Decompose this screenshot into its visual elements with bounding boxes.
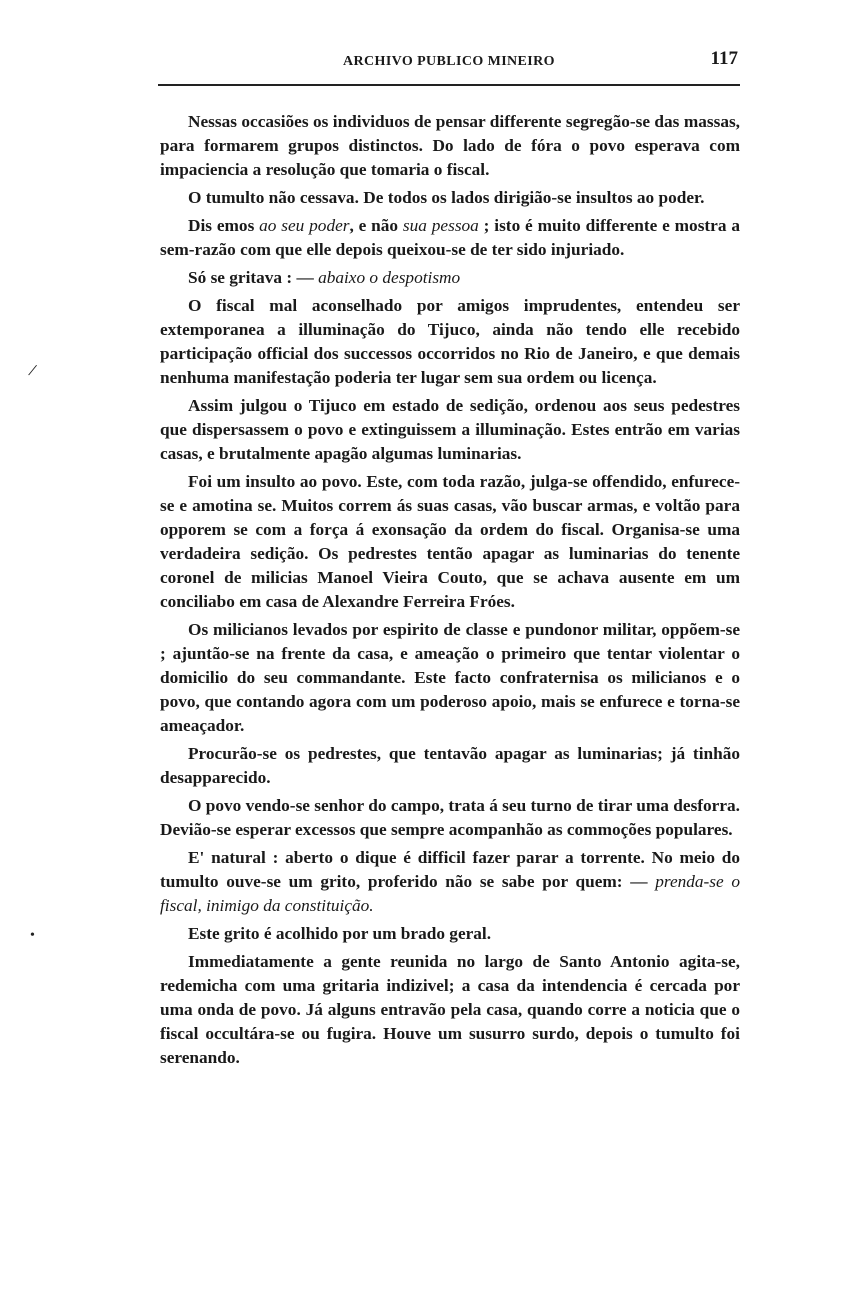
paragraph bbox=[160, 794, 740, 842]
paragraph bbox=[160, 214, 740, 262]
italic-text: abaixo o despotismo bbox=[318, 268, 461, 287]
paragraph-text: Procurão-se os pedrestes, que tentavão apagar as luminarias; já tinhão desapparecido. bbox=[160, 744, 740, 787]
paragraph-text: E' natural : aberto o dique é difficil fazer parar a torrente. No meio do tumulto ouve-se um grito, proferido não se sabe por quem: — bbox=[160, 848, 740, 891]
page-number: 117 bbox=[710, 48, 738, 69]
paragraph-text: Immediatamente a gente reunida no largo de Santo Antonio agita-se, redemicha com uma gritaria indizivel; a casa da intendencia é cercada por uma onda de povo. Já alguns entravão pela casa, quando corre a noticia que o fiscal occultára-se ou fugira. Houve um susurro surdo, depois o tumulto foi serenando. bbox=[160, 952, 740, 1067]
paragraph-text: Este grito é acolhido por um brado geral. bbox=[188, 924, 492, 943]
paragraph-text: Assim julgou o Tijuco em estado de sedição, ordenou aos seus pedestres que dispersassem o povo e extinguissem a illuminação. Estes entrão em varias casas, e brutalmente apagão algumas luminarias. bbox=[160, 396, 740, 463]
paragraph-text: Só se gritava : — bbox=[188, 268, 319, 287]
paragraph bbox=[160, 470, 740, 614]
header-rule bbox=[158, 84, 740, 86]
paragraph-text: Foi um insulto ao povo. Este, com toda razão, julga-se offendido, enfurece-se e amotina se. Muitos correm ás suas casas, vão buscar armas, e voltão para opporem se com a força á exonsação da ordem do fiscal. Organisa-se uma verdadeira sedição. Os pedrestes tentão apagar as luminarias do tenente coronel de milicias Manoel Vieira Couto, que se achava ausente em um conciliabo em casa de Alexandre Ferreira Fróes. bbox=[160, 472, 740, 611]
body-text bbox=[160, 110, 740, 1074]
paragraph bbox=[160, 950, 740, 1070]
margin-mark: / bbox=[26, 359, 39, 381]
page-header bbox=[158, 46, 740, 76]
paragraph-text: O fiscal mal aconselhado por amigos imprudentes, entendeu ser extemporanea a illuminação do Tijuco, ainda não tendo elle recebido participação official dos successos occorridos no Rio de Janeiro, e que demais nenhuma manifestação poderia ter lugar sem sua ordem ou licença. bbox=[160, 296, 740, 387]
margin-mark: • bbox=[30, 928, 35, 943]
running-title: ARCHIVO PUBLICO MINEIRO bbox=[343, 54, 555, 69]
paragraph-text: Os milicianos levados por espirito de classe e pundonor militar, oppõem-se ; ajuntão-se na frente da casa, e ameação o primeiro que tentar violentar o domicilio do seu commandante. Este facto confraternisa os milicianos e o povo, que contando agora com um poderoso apoio, mais se enfurece e torna-se ameaçador. bbox=[160, 620, 740, 735]
paragraph bbox=[160, 110, 740, 182]
paragraph-text: , e não bbox=[349, 216, 403, 235]
paragraph-text: O povo vendo-se senhor do campo, trata á seu turno de tirar uma desforra. Devião-se esperar excessos que sempre acompanhão as commoções populares. bbox=[160, 796, 740, 839]
paragraph bbox=[160, 266, 740, 290]
paragraph-text: Dis emos bbox=[188, 216, 260, 235]
paragraph bbox=[160, 618, 740, 738]
paragraph-text: Nessas occasiões os individuos de pensar differente segregão-se das massas, para formarem grupos distinctos. Do lado de fóra o povo esperava com impaciencia a resolução que tomaria o fiscal. bbox=[160, 112, 740, 179]
paragraph bbox=[160, 922, 740, 946]
paragraph bbox=[160, 394, 740, 466]
italic-text: ao seu poder bbox=[259, 216, 350, 235]
paragraph bbox=[160, 294, 740, 390]
paragraph bbox=[160, 186, 740, 210]
italic-text: prenda-se o fiscal, inimigo da constituição. bbox=[160, 872, 741, 915]
italic-text: sua pessoa bbox=[402, 216, 479, 235]
paragraph-text: ; isto é muito differente e mostra a sem-razão com que elle depois queixou-se de ter sido injuriado. bbox=[160, 216, 740, 259]
paragraph-text: O tumulto não cessava. De todos os lados dirigião-se insultos ao poder. bbox=[188, 188, 705, 207]
paragraph bbox=[160, 846, 740, 918]
paragraph bbox=[160, 742, 740, 790]
